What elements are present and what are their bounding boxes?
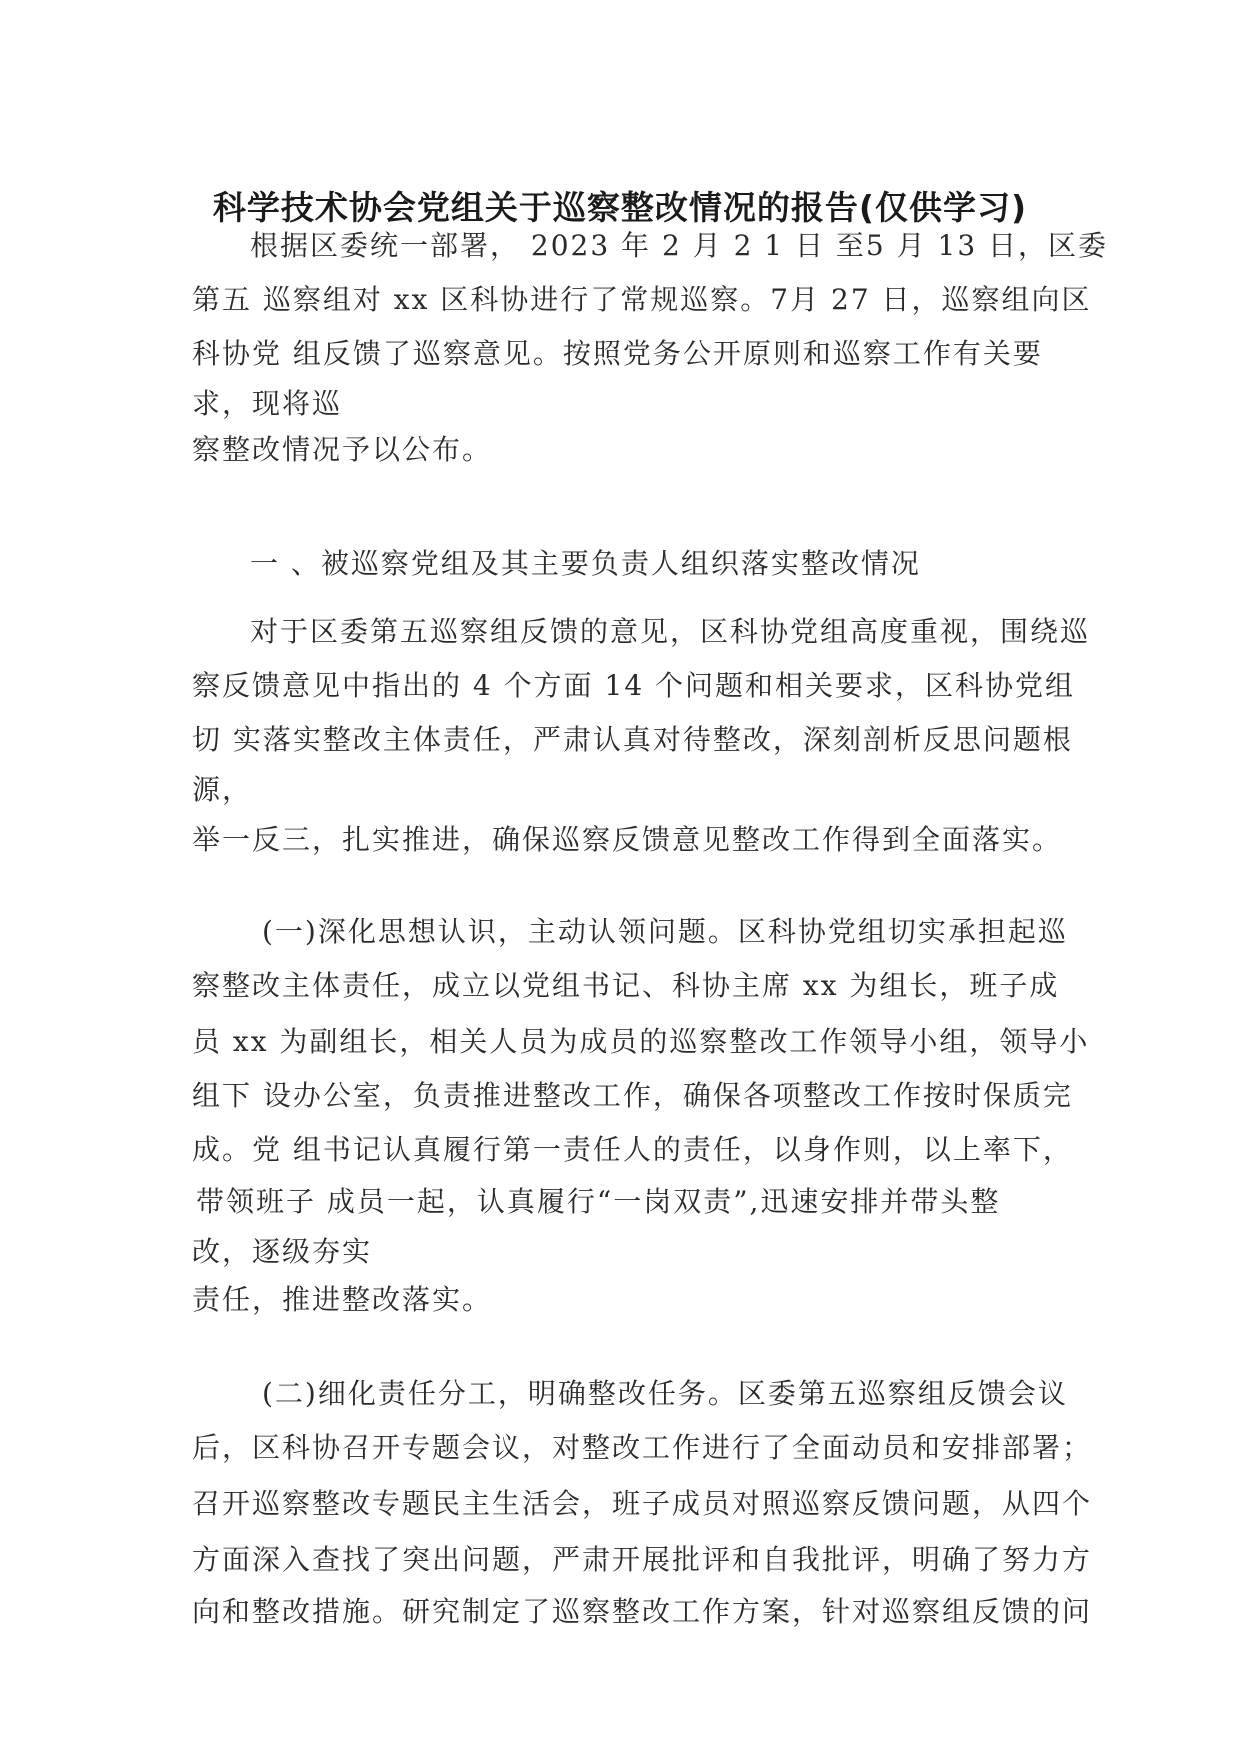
text-line: 组下 设办公室，负责推进整改工作，确保各项整改工作按时保质完	[192, 1079, 1073, 1112]
document-title: 科学技术协会党组关于巡察整改情况的报告(仅供学习)	[212, 188, 1028, 227]
text-line: (二)细化责任分工，明确整改任务。区委第五巡察组反馈会议	[262, 1377, 1068, 1410]
text-line: 察整改主体责任，成立以党组书记、科协主席 xx 为组长，班子成	[192, 969, 1060, 1002]
text-line: 改，逐级夯实	[192, 1235, 373, 1268]
text-line: 责任，推进整改落实。	[192, 1283, 493, 1316]
text-line: 源，	[192, 773, 253, 806]
text-line: 切 实落实整改主体责任，严肃认真对待整改，深刻剖析反思问题根	[192, 723, 1073, 756]
text-line: 求，现将巡	[192, 387, 343, 420]
text-line: 察反馈意见中指出的 4 个方面 14 个问题和相关要求，区科协党组	[192, 669, 1076, 702]
text-line: (一)深化思想认识，主动认领问题。区科协党组切实承担起巡	[262, 915, 1068, 948]
text-line: 举一反三，扎实推进，确保巡察反馈意见整改工作得到全面落实。	[192, 823, 1063, 856]
text-line: 后，区科协召开专题会议，对整改工作进行了全面动员和安排部署；	[192, 1431, 1093, 1464]
section-heading: 一 、被巡察党组及其主要负责人组织落实整改情况	[250, 547, 921, 580]
text-line: 带领班子 成员一起，认真履行“一岗双责”,迅速安排并带头整	[196, 1185, 1001, 1218]
text-line: 向和整改措施。研究制定了巡察整改工作方案，针对巡察组反馈的问	[192, 1595, 1093, 1628]
text-line: 成。党 组书记认真履行第一责任人的责任，以身作则，以上率下，	[192, 1133, 1073, 1166]
text-line: 第五 巡察组对 xx 区科协进行了常规巡察。7月 27 日，巡察组向区	[192, 283, 1092, 316]
text-line: 召开巡察整改专题民主生活会，班子成员对照巡察反馈问题，从四个	[192, 1487, 1093, 1520]
text-line: 方面深入查找了突出问题，严肃开展批评和自我批评，明确了努力方	[192, 1543, 1093, 1576]
text-line: 根据区委统一部署， 2023 年 2 月 2 1 日 至5 月 13 日，区委	[250, 229, 1109, 262]
text-line: 对于区委第五巡察组反馈的意见，区科协党组高度重视，围绕巡	[250, 615, 1091, 648]
text-line: 察整改情况予以公布。	[192, 433, 493, 466]
text-line: 科协党 组反馈了巡察意见。按照党务公开原则和巡察工作有关要	[192, 337, 1043, 370]
text-line: 员 xx 为副组长，相关人员为成员的巡察整改工作领导小组，领导小	[192, 1025, 1090, 1058]
